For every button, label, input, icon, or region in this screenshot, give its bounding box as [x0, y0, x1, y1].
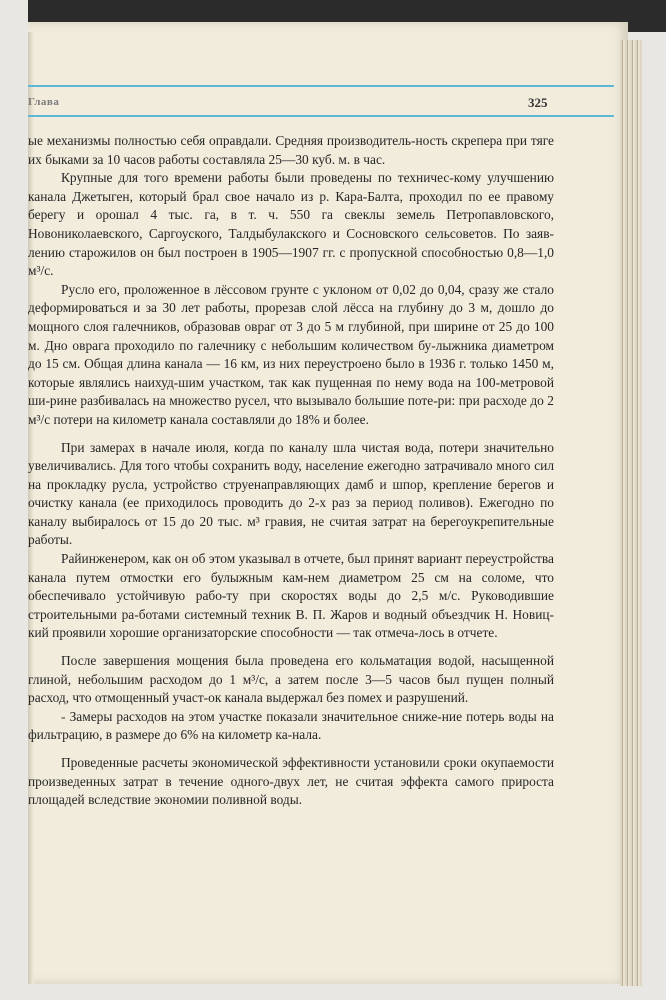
page-stack-edges — [620, 40, 642, 986]
running-head: Глава — [28, 96, 60, 108]
paragraph: Проведенные расчеты экономической эффективности установили сроки окупаемости произведенных затрат в течение одного-двух лет, не считая эффекта самого прироста площадей вследствие экономии поливной воды. — [28, 755, 554, 808]
paragraph: ые механизмы полностью себя оправдали. Средняя производитель-ность скрепера при тяге их быками за 10 часов работы составляла 25—30 куб. м. в час. — [28, 133, 554, 167]
paragraph: Крупные для того времени работы были проведены по техничес-кому улучшению канала Джетыген, который брал свое начало из р. Кара-Балта, проходил по ее правому берегу и орошал 4 тыс. га, в т. ч. 550 га свеклы земель Петропавловского, Новониколаевского, Саргоуского, Талдыбулакского и Сосновского сельсоветов. По заяв-лению старожилов он был построен в 1905—1907 гг. с пропускной способностью 0,8—1,0 м³/с. — [28, 170, 554, 279]
paragraph: Русло его, проложенное в лёссовом грунте с уклоном от 0,02 до 0,04, сразу же стало деформироваться и за 30 лет работы, прорезав слой лёсса на глубину до 3 м, дошло до мощного слоя галечников, образовав овраг от 3 до 5 м глубиной, при ширине от 25 до 100 м. Дно оврага проходило по галечнику с небольшим количеством бу-лыжника диаметром до 15 см. Общая длина канала — 16 км, из них переустроено было в 1936 г. только 1450 м, которые являлись наихуд-шим участком, так как пущенная по нему вода на 100-метровой ши-рине разбивалась на множество русел, что вызывало большие поте-ри: при расходе до 2 м³/с потери на километр канала составляли до 18% и более. — [28, 281, 554, 427]
body-text — [28, 132, 554, 810]
paragraph: Райинженером, как он об этом указывал в отчете, был принят вариант переустройства канала путем отмостки его булыжным кам-нем диаметром 25 см на соломе, что обеспечивало устойчивую рабо-ту при скоростях воды до 2,5 м/с. Руководившие строительными ра-ботами системный техник В. П. Жаров и водный объездчик Н. Новиц-кий проявили хорошие организаторские способности — так отмеча-лось в отчете. — [28, 551, 554, 641]
list-marker: - — [61, 708, 66, 724]
page-number: 325 — [528, 95, 548, 110]
paragraph-text: Замеры расходов на этом участке показали значительное сниже-ние потерь воды на фильтрацию, в размере до 6% на километр ка-нала. — [28, 708, 554, 743]
paragraph: После завершения мощения была проведена его кольматация водой, насыщенной глиной, небольшим расходом до 1 м³/с, а затем после 3—5 часов был пущен полный расход, что отмощенный участ-ок канала выдержал без помех и разрушений. — [28, 653, 554, 706]
paragraph: При замерах в начале июля, когда по каналу шла чистая вода, потери значительно увеличивались. Для того чтобы сохранить воду, население ежегодно затрачивало много сил на прокладку русла, устройство струенаправляющих дамб и шпор, крепление берегов и очистку канала (ее приходилось проводить до 2-х раз за период поливов). Ежегодно по каналу выбиралось от 15 до 20 тыс. м³ гравия, не считая затрат на берегоукрепительные работы. — [28, 439, 554, 548]
header-rule-top — [28, 85, 614, 87]
header-rule-bottom — [28, 115, 614, 117]
paragraph-with-marker — [28, 708, 554, 745]
